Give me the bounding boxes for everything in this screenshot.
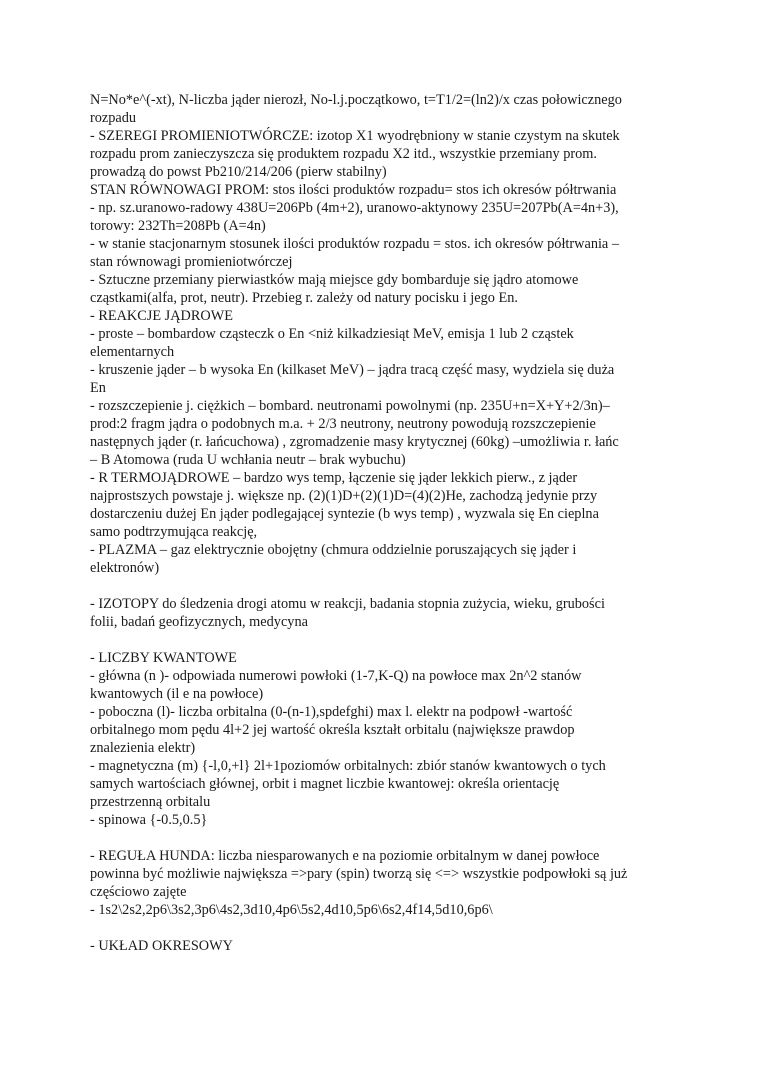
text-line: najprostszych powstaje j. większe np. (2)(1)D+(2)(1)D=(4)(2)He, zachodzą jedynie przy — [90, 488, 598, 504]
text-line: prowadzą do powst Pb210/214/206 (pierw stabilny) — [90, 164, 387, 180]
text-line: elementarnych — [90, 344, 175, 360]
text-line: - R TERMOJĄDROWE – bardzo wys temp, łączenie się jąder lekkich pierw., z jąder — [90, 470, 578, 486]
text-line: torowy: 232Th=208Pb (A=4n) — [90, 218, 266, 234]
document-body — [90, 91, 680, 955]
text-line: - IZOTOPY do śledzenia drogi atomu w reakcji, badania stopnia zużycia, wieku, grubości — [90, 596, 605, 612]
text-line: - w stanie stacjonarnym stosunek ilości produktów rozpadu = stos. ich okresów półtrwania – — [90, 236, 620, 252]
text-line: częściowo zajęte — [90, 884, 187, 900]
text-line: - PLAZMA – gaz elektrycznie obojętny (chmura oddzielnie poruszających się jąder i — [90, 542, 577, 558]
text-line: elektronów) — [90, 560, 160, 576]
text-line: samo podtrzymująca reakcję, — [90, 524, 258, 540]
text-line: kwantowych (il e na powłoce) — [90, 686, 264, 702]
blank-line — [90, 829, 680, 847]
blank-line — [90, 631, 680, 649]
text-line: powinna być możliwie największa =>pary (spin) tworzą się <=> wszystkie podpowłoki są już — [90, 866, 628, 882]
text-line: przestrzenną orbitalu — [90, 794, 211, 810]
text-line: - proste – bombardow cząsteczk o En <niż kilkadziesiąt MeV, emisja 1 lub 2 cząstek — [90, 326, 574, 342]
text-line: - magnetyczna (m) {-l,0,+l} 2l+1poziomów orbitalnych: zbiór stanów kwantowych o tych — [90, 758, 606, 774]
text-line: N=No*e^(-xt), N-liczba jąder nierozł, No-l.j.początkowo, t=T1/2=(ln2)/x czas połowicznego — [90, 92, 622, 108]
blank-line — [90, 919, 680, 937]
text-line: - poboczna (l)- liczba orbitalna (0-(n-1),spdefghi) max l. elektr na podpowł -wartość — [90, 704, 573, 720]
text-line: STAN RÓWNOWAGI PROM: stos ilości produktów rozpadu= stos ich okresów półtrwania — [90, 182, 617, 198]
text-line: cząstkami(alfa, prot, neutr). Przebieg r. zależy od natury pocisku i jego En. — [90, 290, 518, 306]
text-line: orbitalnego mom pędu 4l+2 jej wartość określa kształt orbitalu (największe prawdop — [90, 722, 575, 738]
text-line: - 1s2\2s2,2p6\3s2,3p6\4s2,3d10,4p6\5s2,4d10,5p6\6s2,4f14,5d10,6p6\ — [90, 902, 493, 918]
text-line: - UKŁAD OKRESOWY — [90, 938, 233, 954]
text-line: - spinowa {-0.5,0.5} — [90, 812, 208, 828]
text-line: - np. sz.uranowo-radowy 438U=206Pb (4m+2), uranowo-aktynowy 235U=207Pb(A=4n+3), — [90, 200, 619, 216]
blank-line — [90, 577, 680, 595]
text-line: – B Atomowa (ruda U wchłania neutr – brak wybuchu) — [90, 452, 406, 468]
text-line: - rozszczepienie j. ciężkich – bombard. neutronami powolnymi (np. 235U+n=X+Y+2/3n)– — [90, 398, 610, 414]
text-line: rozpadu — [90, 110, 137, 126]
text-line: - LICZBY KWANTOWE — [90, 650, 237, 666]
text-line: samych wartościach głównej, orbit i magnet liczbie kwantowej: określa orientację — [90, 776, 560, 792]
text-line: stan równowagi promieniotwórczej — [90, 254, 293, 270]
text-line: znalezienia elektr) — [90, 740, 196, 756]
text-line: En — [90, 380, 106, 396]
text-line: - REAKCJE JĄDROWE — [90, 308, 233, 324]
text-line: - Sztuczne przemiany pierwiastków mają miejsce gdy bombarduje się jądro atomowe — [90, 272, 579, 288]
text-line: - główna (n )- odpowiada numerowi powłoki (1-7,K-Q) na powłoce max 2n^2 stanów — [90, 668, 582, 684]
text-line: rozpadu prom zanieczyszcza się produktem rozpadu X2 itd., wszystkie przemiany prom. — [90, 146, 597, 162]
text-line: - REGUŁA HUNDA: liczba niesparowanych e na poziomie orbitalnym w danej powłoce — [90, 848, 600, 864]
text-line: folii, badań geofizycznych, medycyna — [90, 614, 308, 630]
text-line: dostarczeniu dużej En jąder podlegającej syntezie (b wys temp) , wyzwala się En cieplna — [90, 506, 599, 522]
text-line: - kruszenie jąder – b wysoka En (kilkaset MeV) – jądra tracą część masy, wydziela się duża — [90, 362, 615, 378]
text-line: - SZEREGI PROMIENIOTWÓRCZE: izotop X1 wyodrębniony w stanie czystym na skutek — [90, 128, 620, 144]
text-line: prod:2 fragm jądra o podobnych m.a. + 2/3 neutrony, neutrony powodują rozszczepienie — [90, 416, 596, 432]
text-line: następnych jąder (r. łańcuchowa) , zgromadzenie masy krytycznej (60kg) –umożliwia r. łańc — [90, 434, 619, 450]
